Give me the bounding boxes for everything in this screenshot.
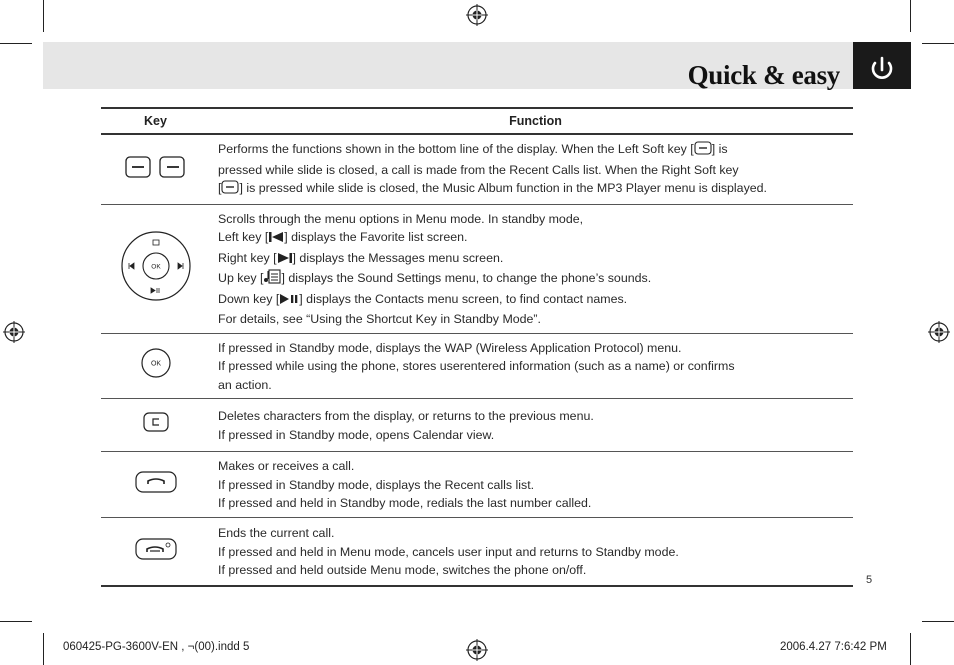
key-function-table	[101, 107, 853, 587]
function-cell	[210, 517, 853, 586]
table-row	[101, 134, 853, 204]
function-text: Scrolls through the menu options in Menu mode. In standby mode,	[218, 211, 584, 226]
function-text: Up key [	[218, 271, 264, 285]
key-cell	[101, 452, 210, 518]
svg-text:OK: OK	[150, 360, 161, 368]
key-cell	[101, 399, 210, 452]
page-title: Quick & easy	[687, 60, 840, 90]
svg-text:OK: OK	[150, 263, 161, 271]
function-text: pressed while slide is closed, a call is made from the Recent Calls list. When the Right Soft key	[218, 162, 739, 177]
crop-mark	[922, 621, 954, 622]
function-text-line	[218, 476, 853, 495]
function-text: If pressed in Standby mode, opens Calendar view.	[218, 427, 495, 442]
play-pause-icon	[279, 292, 299, 311]
function-cell	[210, 134, 853, 204]
function-text: If pressed and held in Standby mode, redials the last number called.	[218, 496, 592, 510]
right-soft-key-icon	[221, 180, 239, 200]
function-text: If pressed in Standby mode, displays the WAP (Wireless Application Protocol) menu.	[218, 340, 682, 355]
power-icon	[853, 42, 911, 89]
ok-key-icon	[140, 347, 172, 385]
function-text: Deletes characters from the display, or returns to the previous menu.	[218, 409, 594, 423]
registration-mark-icon	[466, 4, 488, 26]
left-soft-key-icon	[694, 141, 712, 161]
function-text: Makes or receives a call.	[218, 459, 355, 473]
function-text-line	[218, 179, 853, 200]
table-row	[101, 204, 853, 333]
function-text-line	[218, 561, 853, 580]
function-cell	[210, 399, 853, 452]
clear-key-icon	[142, 411, 170, 439]
crop-mark	[910, 0, 911, 32]
sound-settings-icon	[263, 269, 281, 290]
crop-mark	[0, 43, 32, 44]
key-cell	[101, 517, 210, 586]
function-text-line	[218, 457, 853, 476]
function-text: Left key [	[218, 230, 269, 244]
function-text-line	[218, 357, 853, 376]
crop-mark	[43, 0, 44, 32]
soft-keys-icon	[124, 155, 188, 185]
function-text-line	[218, 269, 853, 290]
function-text: ] displays the Messages menu screen.	[292, 250, 504, 265]
function-text: For details, see “Using the Shortcut Key in Standby Mode”.	[218, 312, 542, 326]
function-text-line	[218, 407, 853, 426]
function-text: If pressed and held in Menu mode, cancels user input and returns to Standby mode.	[218, 544, 679, 559]
navigation-key-icon	[120, 230, 192, 308]
function-text-line	[218, 543, 853, 562]
function-text-line	[218, 310, 853, 329]
function-text: If pressed in Standby mode, displays the Recent calls list.	[218, 477, 535, 492]
function-cell	[210, 333, 853, 399]
crop-mark	[910, 633, 911, 665]
footer-timestamp: 2006.4.27 7:6:42 PM	[780, 641, 887, 653]
function-text-line	[218, 210, 853, 229]
table-header-row	[101, 108, 853, 134]
function-text: Performs the functions shown in the bottom line of the display. When the Left Soft key [	[218, 142, 694, 156]
function-text: ] is pressed while slide is closed, the Music Album function in the MP3 Player menu is displayed.	[239, 181, 767, 195]
next-track-icon	[277, 251, 293, 270]
previous-track-icon	[268, 230, 284, 249]
registration-mark-icon	[3, 321, 25, 343]
function-text: If pressed while using the phone, stores userentered information (such as a name) or confirms	[218, 359, 735, 373]
function-text-line	[218, 290, 853, 311]
function-text: ] displays the Favorite list screen.	[284, 230, 468, 244]
table-row	[101, 517, 853, 586]
page-number: 5	[866, 574, 873, 586]
table-row	[101, 333, 853, 399]
function-text-line	[218, 140, 853, 161]
function-text: If pressed and held outside Menu mode, switches the phone on/off.	[218, 563, 587, 577]
function-text: ] displays the Contacts menu screen, to find contact names.	[299, 291, 628, 306]
function-text-line	[218, 249, 853, 270]
crop-mark	[922, 43, 954, 44]
function-cell	[210, 452, 853, 518]
footer-file-info: 060425-PG-3600V-EN , ¬(00).indd 5	[63, 641, 250, 653]
registration-mark-icon	[928, 321, 950, 343]
key-cell	[101, 134, 210, 204]
function-text-line	[218, 376, 853, 395]
function-text: an action.	[218, 377, 272, 392]
function-text: Down key [	[218, 291, 280, 306]
section-tab	[853, 42, 911, 89]
call-key-icon	[134, 470, 178, 500]
key-cell	[101, 333, 210, 399]
crop-mark	[43, 633, 44, 665]
column-header-key: Key	[101, 108, 210, 134]
table-row	[101, 452, 853, 518]
function-text: Ends the current call.	[218, 526, 335, 540]
registration-mark-icon	[466, 639, 488, 661]
column-header-function: Function	[210, 108, 853, 134]
function-text-line	[218, 161, 853, 180]
table-row	[101, 399, 853, 452]
function-text: Right key [	[218, 250, 277, 265]
function-text-line	[218, 426, 853, 445]
crop-mark	[0, 621, 32, 622]
function-text-line	[218, 228, 853, 249]
function-text: ] displays the Sound Settings menu, to change the phone’s sounds.	[281, 271, 652, 285]
function-text-line	[218, 339, 853, 358]
key-cell	[101, 204, 210, 333]
function-text-line	[218, 494, 853, 513]
function-cell	[210, 204, 853, 333]
function-text: [	[218, 181, 222, 195]
end-key-icon	[134, 537, 178, 567]
function-text-line	[218, 524, 853, 543]
function-text: ] is	[711, 142, 728, 156]
